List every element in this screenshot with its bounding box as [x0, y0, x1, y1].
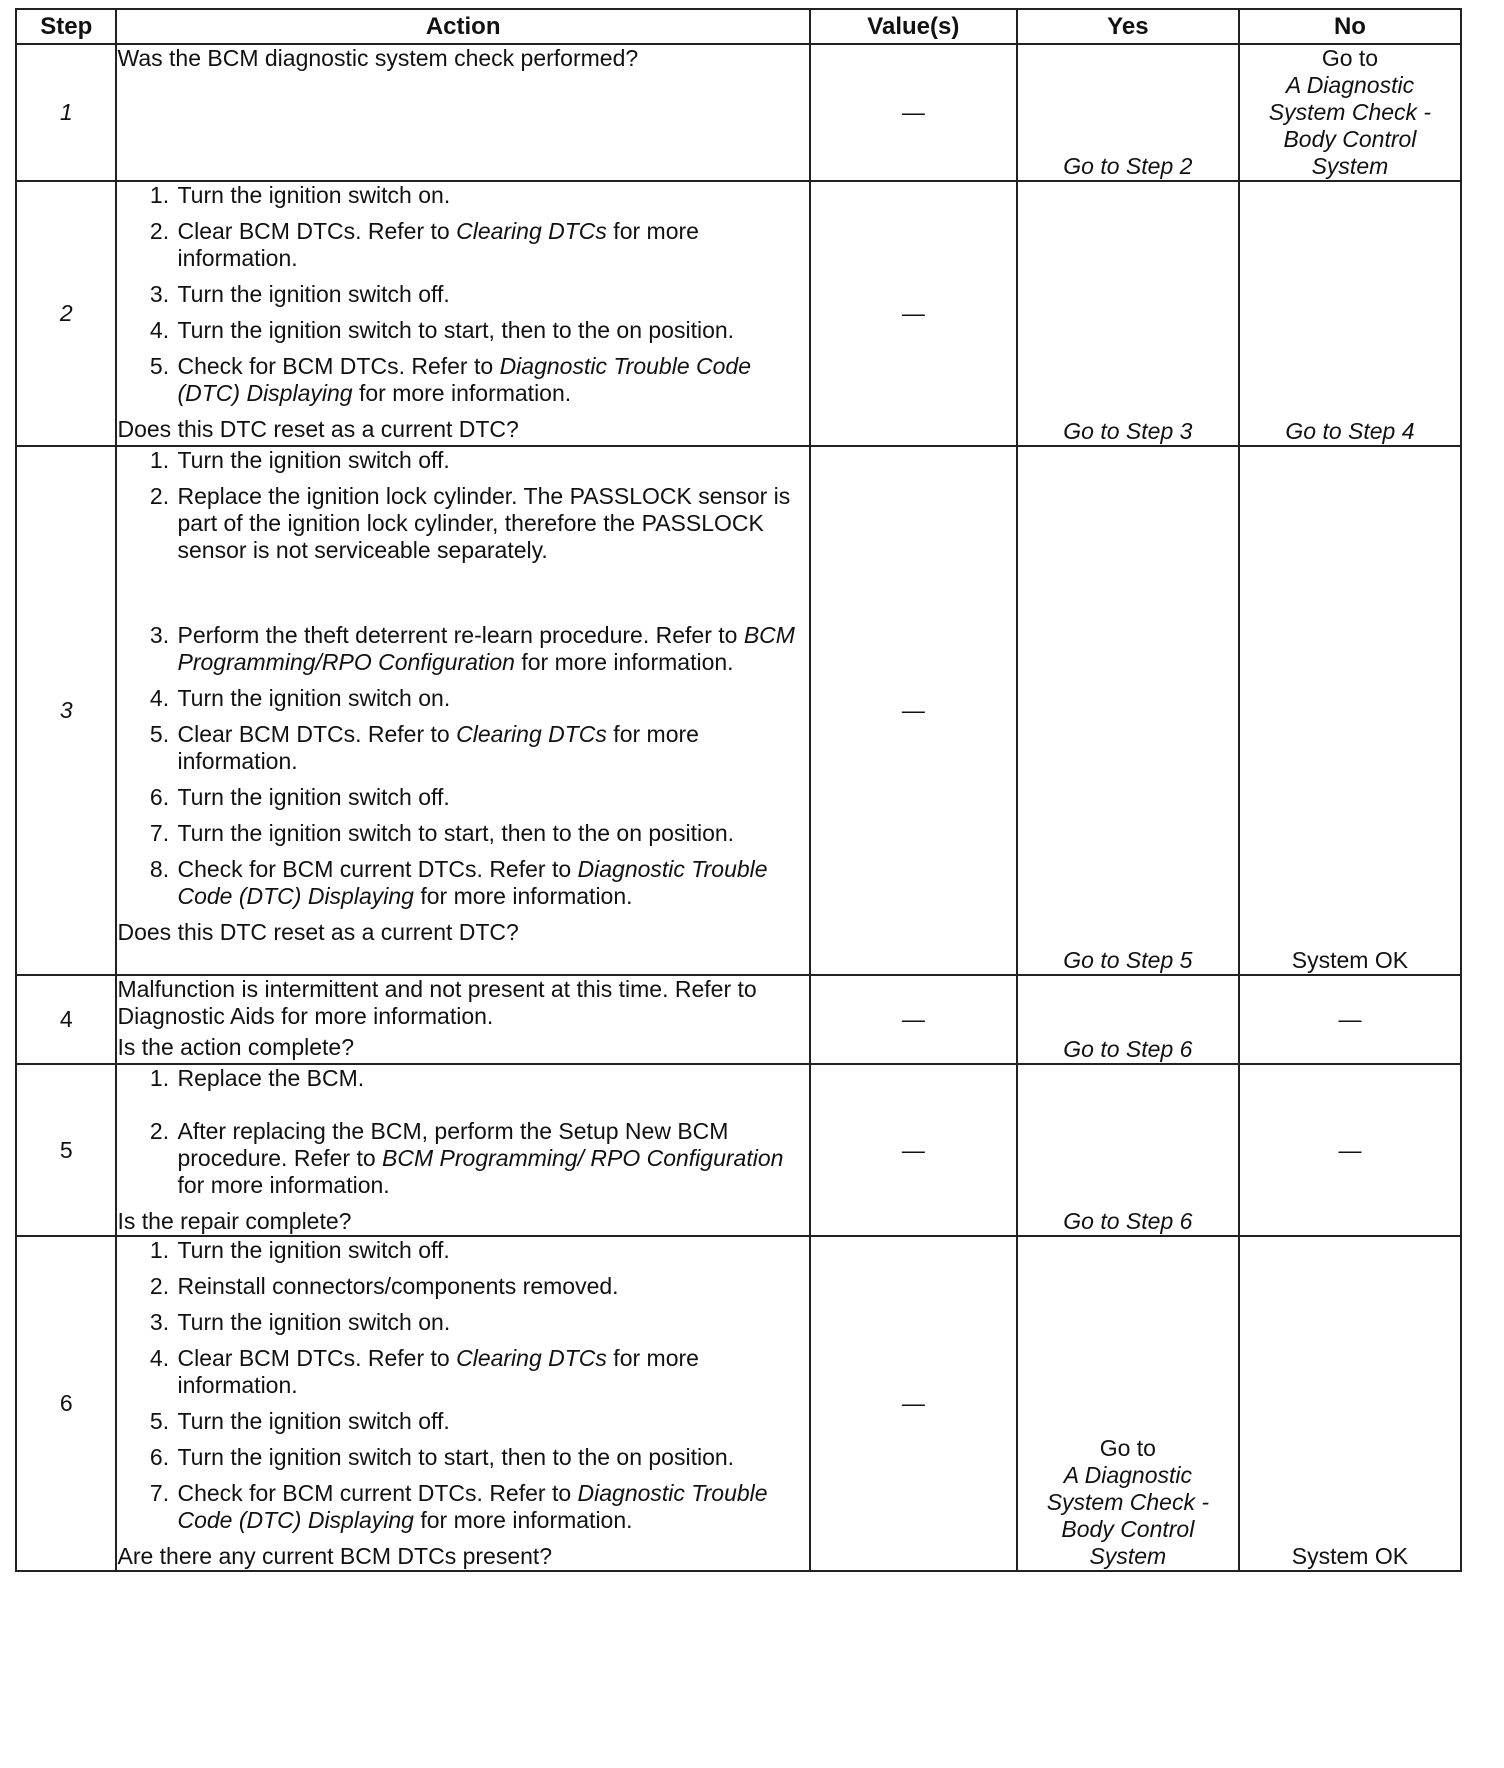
step-number: 2: [16, 181, 116, 446]
yes-line: System: [1089, 1543, 1167, 1569]
doc-reference: Clearing DTCs: [456, 1345, 607, 1371]
list-item: 1. Turn the ignition switch on.: [175, 182, 808, 209]
list-item: 2. After replacing the BCM, perform the Setup New BCM procedure. Refer to BCM Programming/ RPO Configuration for more information.: [175, 1118, 808, 1199]
list-item: 2. Replace the ignition lock cylinder. The PASSLOCK sensor is part of the ignition lock cylinder, therefore the PASSLOCK sensor is not serviceable separately.: [175, 483, 808, 564]
action-cell: [116, 1064, 809, 1236]
list-item: 3. Turn the ignition switch on.: [175, 1309, 808, 1336]
step-number: 1: [16, 44, 116, 181]
action-cell: [116, 1236, 809, 1571]
yes-cell: Go to Step 2: [1017, 44, 1239, 181]
header-row: [16, 9, 1461, 44]
list-item: 2. Clear BCM DTCs. Refer to Clearing DTCs for more information.: [175, 218, 808, 272]
action-question: Is the action complete?: [117, 1034, 355, 1060]
doc-reference: Diagnostic Trouble Code (DTC) Displaying: [177, 353, 751, 406]
list-item: 2. Reinstall connectors/components removed.: [175, 1273, 808, 1300]
action-cell: [116, 975, 809, 1064]
action-question: Does this DTC reset as a current DTC?: [117, 416, 519, 442]
diagnostic-table: [15, 8, 1462, 1572]
yes-line: System Check -: [1046, 1489, 1210, 1515]
yes-cell: Go to Step 5: [1017, 446, 1239, 975]
table-row: [16, 44, 1461, 181]
yes-cell: [1017, 1236, 1239, 1571]
no-cell: System OK: [1239, 1236, 1461, 1571]
step-number: 3: [16, 446, 116, 975]
no-cell: [1239, 44, 1461, 181]
table-row: [16, 975, 1461, 1064]
yes-line: A Diagnostic: [1063, 1462, 1192, 1488]
doc-reference: Diagnostic Trouble Code (DTC) Displaying: [177, 1480, 768, 1533]
value-cell: —: [810, 1064, 1017, 1236]
value-cell: —: [810, 1236, 1017, 1571]
no-cell: —: [1239, 975, 1461, 1064]
list-item: 4. Turn the ignition switch to start, then to the on position.: [175, 317, 808, 344]
table-row: [16, 181, 1461, 446]
no-cell: Go to Step 4: [1239, 181, 1461, 446]
table-row: [16, 1064, 1461, 1236]
list-item: 6. Turn the ignition switch to start, then to the on position.: [175, 1444, 808, 1471]
procedure-list: [117, 1065, 808, 1199]
action-text: Malfunction is intermittent and not present at this time. Refer to Diagnostic Aids for more information.: [117, 976, 757, 1029]
yes-cell: Go to Step 6: [1017, 975, 1239, 1064]
list-item: 5. Check for BCM DTCs. Refer to Diagnostic Trouble Code (DTC) Displaying for more information.: [175, 353, 808, 407]
yes-line: Go to: [1099, 1435, 1156, 1461]
list-item: 1. Replace the BCM.: [175, 1065, 808, 1092]
yes-line: Body Control: [1061, 1516, 1195, 1542]
header-step: Step: [16, 9, 116, 44]
list-item: 7. Turn the ignition switch to start, then to the on position.: [175, 820, 808, 847]
list-item: 4. Clear BCM DTCs. Refer to Clearing DTCs for more information.: [175, 1345, 808, 1399]
action-question: Are there any current BCM DTCs present?: [117, 1543, 553, 1569]
action-question: Is the repair complete?: [117, 1208, 352, 1234]
list-item: 5. Turn the ignition switch off.: [175, 1408, 808, 1435]
list-item: 1. Turn the ignition switch off.: [175, 1237, 808, 1264]
list-item: 5. Clear BCM DTCs. Refer to Clearing DTCs for more information.: [175, 721, 808, 775]
doc-reference: BCM Programming/ RPO Configuration: [382, 1145, 784, 1171]
step-number: 4: [16, 975, 116, 1064]
header-yes: Yes: [1017, 9, 1239, 44]
list-item: 6. Turn the ignition switch off.: [175, 784, 808, 811]
action-cell: [116, 446, 809, 975]
action-cell: [116, 44, 809, 181]
no-cell: System OK: [1239, 446, 1461, 975]
no-line: Body Control: [1283, 126, 1417, 152]
list-item: 8. Check for BCM current DTCs. Refer to Diagnostic Trouble Code (DTC) Displaying for more information.: [175, 856, 808, 910]
procedure-list: [117, 182, 808, 407]
header-no: No: [1239, 9, 1461, 44]
value-cell: —: [810, 975, 1017, 1064]
action-question: Does this DTC reset as a current DTC?: [117, 919, 519, 945]
procedure-list: [117, 447, 808, 910]
doc-reference: Clearing DTCs: [456, 721, 607, 747]
list-item: 3. Perform the theft deterrent re-learn procedure. Refer to BCM Programming/RPO Configuration for more information.: [175, 622, 808, 676]
step-number: 6: [16, 1236, 116, 1571]
header-values: Value(s): [810, 9, 1017, 44]
value-cell: —: [810, 446, 1017, 975]
list-item: 4. Turn the ignition switch on.: [175, 685, 808, 712]
yes-cell: Go to Step 6: [1017, 1064, 1239, 1236]
action-text: Was the BCM diagnostic system check performed?: [117, 45, 639, 71]
value-cell: —: [810, 181, 1017, 446]
no-line: A Diagnostic: [1285, 72, 1415, 98]
no-cell: —: [1239, 1064, 1461, 1236]
value-cell: —: [810, 44, 1017, 181]
no-line: Go to: [1321, 45, 1379, 71]
header-action: Action: [116, 9, 809, 44]
doc-reference: Diagnostic Trouble Code (DTC) Displaying: [177, 856, 768, 909]
doc-reference: Clearing DTCs: [456, 218, 607, 244]
no-line: System: [1311, 153, 1389, 179]
step-number: 5: [16, 1064, 116, 1236]
list-item: 3. Turn the ignition switch off.: [175, 281, 808, 308]
doc-reference: BCM Programming/RPO Configuration: [177, 622, 795, 675]
table-row: [16, 1236, 1461, 1571]
procedure-list: [117, 1237, 808, 1534]
table-row: [16, 446, 1461, 975]
yes-cell: Go to Step 3: [1017, 181, 1239, 446]
no-line: System Check -: [1268, 99, 1432, 125]
list-item: 1. Turn the ignition switch off.: [175, 447, 808, 474]
list-item: 7. Check for BCM current DTCs. Refer to Diagnostic Trouble Code (DTC) Displaying for more information.: [175, 1480, 808, 1534]
action-cell: [116, 181, 809, 446]
